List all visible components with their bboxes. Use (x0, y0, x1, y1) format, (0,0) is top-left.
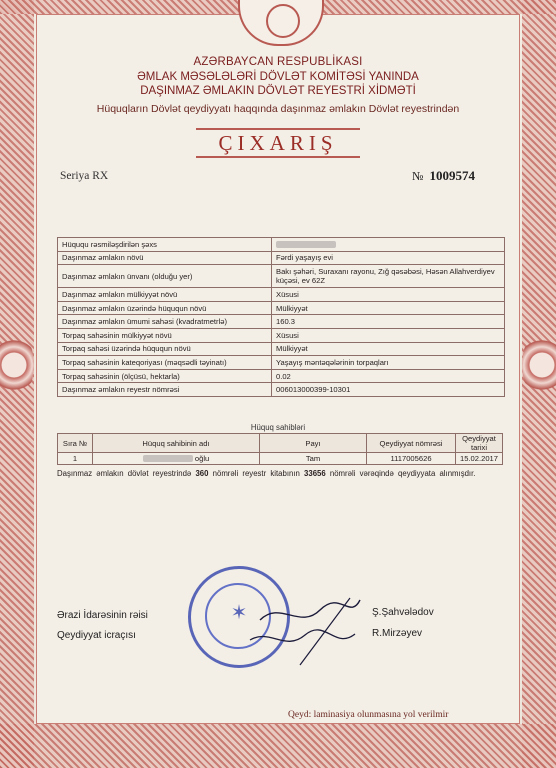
row-label: Daşınmaz əmlakın növü (58, 251, 272, 265)
col-header: Payı (260, 434, 367, 453)
table-row (58, 265, 505, 288)
table-row (58, 251, 505, 265)
series-label: Seriya RX (60, 170, 109, 182)
row-value: Yaşayış məntəqələrinin torpaqları (272, 356, 505, 370)
row-value: 006013000399-10301 (272, 383, 505, 397)
row-label: Daşınmaz əmlakın reyestr nömrəsi (58, 383, 272, 397)
table-row (58, 301, 505, 315)
row-value: Xüsusi (272, 288, 505, 302)
number-label: № (412, 169, 424, 183)
row-label: Hüququ rəsmiləşdirilən şəxs (58, 238, 272, 252)
table-row (58, 238, 505, 252)
owners-table (57, 433, 503, 465)
table-row (58, 383, 505, 397)
footer-note: Qeyd: laminasiya olunmasına yol verilmir (288, 710, 449, 720)
table-row (58, 356, 505, 370)
table-row (58, 453, 503, 465)
signer-name-2: R.Mirzəyev (372, 628, 423, 639)
row-value: Mülkiyyət (272, 342, 505, 356)
row-label: Torpaq sahəsinin (ölçüsü, hektarla) (58, 369, 272, 383)
redacted-value (143, 455, 193, 462)
row-value: Bakı şəhəri, Suraxanı rayonu, Zığ qəsəbəsi, Həsən Allahverdiyev küçəsi, ev 62Z (272, 265, 505, 288)
header-subtitle: Hüquqların Dövlət qeydiyyatı haqqında daşınmaz əmlakın Dövlət reyestrindən (96, 103, 460, 115)
row-label: Torpaq sahəsinin mülkiyyət növü (58, 328, 272, 342)
table-row (58, 315, 505, 329)
table-row (58, 369, 505, 383)
row-value (272, 238, 505, 252)
owners-header-row (58, 434, 503, 453)
row-value: Fərdi yaşayış evi (272, 251, 505, 265)
redacted-value (276, 241, 336, 248)
emblem-icon (266, 4, 300, 38)
table-row (58, 288, 505, 302)
number-value: 1009574 (429, 168, 475, 183)
handwritten-signatures (240, 590, 370, 670)
row-value: Mülkiyyət (272, 301, 505, 315)
owner-reg-no: 1117005626 (367, 453, 456, 465)
row-label: Torpaq sahəsinin kateqoriyası (məqsədli təyinatı) (58, 356, 272, 370)
document-number (412, 168, 475, 184)
property-table (57, 237, 505, 397)
row-value: 0.02 (272, 369, 505, 383)
col-header: Qeydiyyat tarixi (456, 434, 503, 453)
signer-title-1: Ərazi İdarəsinin rəisi (57, 610, 148, 621)
border-medallion-right (522, 330, 556, 400)
header-line-2: ƏMLAK MƏSƏLƏLƏRİ DÖVLƏT KOMİTƏSİ YANINDA (137, 71, 419, 83)
owners-caption: Hüquq sahibləri (250, 423, 306, 432)
row-label: Daşınmaz əmlakın mülkiyyət növü (58, 288, 272, 302)
table-row (58, 328, 505, 342)
signer-name-1: Ş.Şahvələdov (372, 607, 434, 618)
ornamental-border-bottom (0, 724, 556, 768)
registry-statement: Daşınmaz əmlakın dövlət reyestrində 360 nömrəli reyestr kitabının 33656 nömrəli vərəqində qeydiyyata alınmışdır. (57, 469, 476, 478)
row-label: Torpaq sahəsi üzərində hüququn növü (58, 342, 272, 356)
header-line-3: DAŞINMAZ ƏMLAKIN DÖVLƏT REYESTRİ XİDMƏTİ (140, 85, 416, 97)
table-row (58, 342, 505, 356)
document-title: ÇIXARIŞ (196, 128, 360, 158)
owner-reg-date: 15.02.2017 (456, 453, 503, 465)
row-label: Daşınmaz əmlakın ünvanı (olduğu yer) (58, 265, 272, 288)
row-value: 160.3 (272, 315, 505, 329)
owner-name: oğlu (93, 453, 260, 465)
col-header: Qeydiyyat nömrəsi (367, 434, 456, 453)
row-value: Xüsusi (272, 328, 505, 342)
row-label: Daşınmaz əmlakın ümumi sahəsi (kvadratmetrlə) (58, 315, 272, 329)
signer-title-2: Qeydiyyat icraçısı (57, 630, 136, 641)
row-label: Daşınmaz əmlakın üzərində hüququn növü (58, 301, 272, 315)
owner-no: 1 (58, 453, 93, 465)
header-line-1: AZƏRBAYCAN RESPUBLİKASI (193, 56, 363, 68)
col-header: Sıra № (58, 434, 93, 453)
col-header: Hüquq sahibinin adı (93, 434, 260, 453)
star-icon: ✶ (230, 602, 248, 624)
owner-share: Tam (260, 453, 367, 465)
